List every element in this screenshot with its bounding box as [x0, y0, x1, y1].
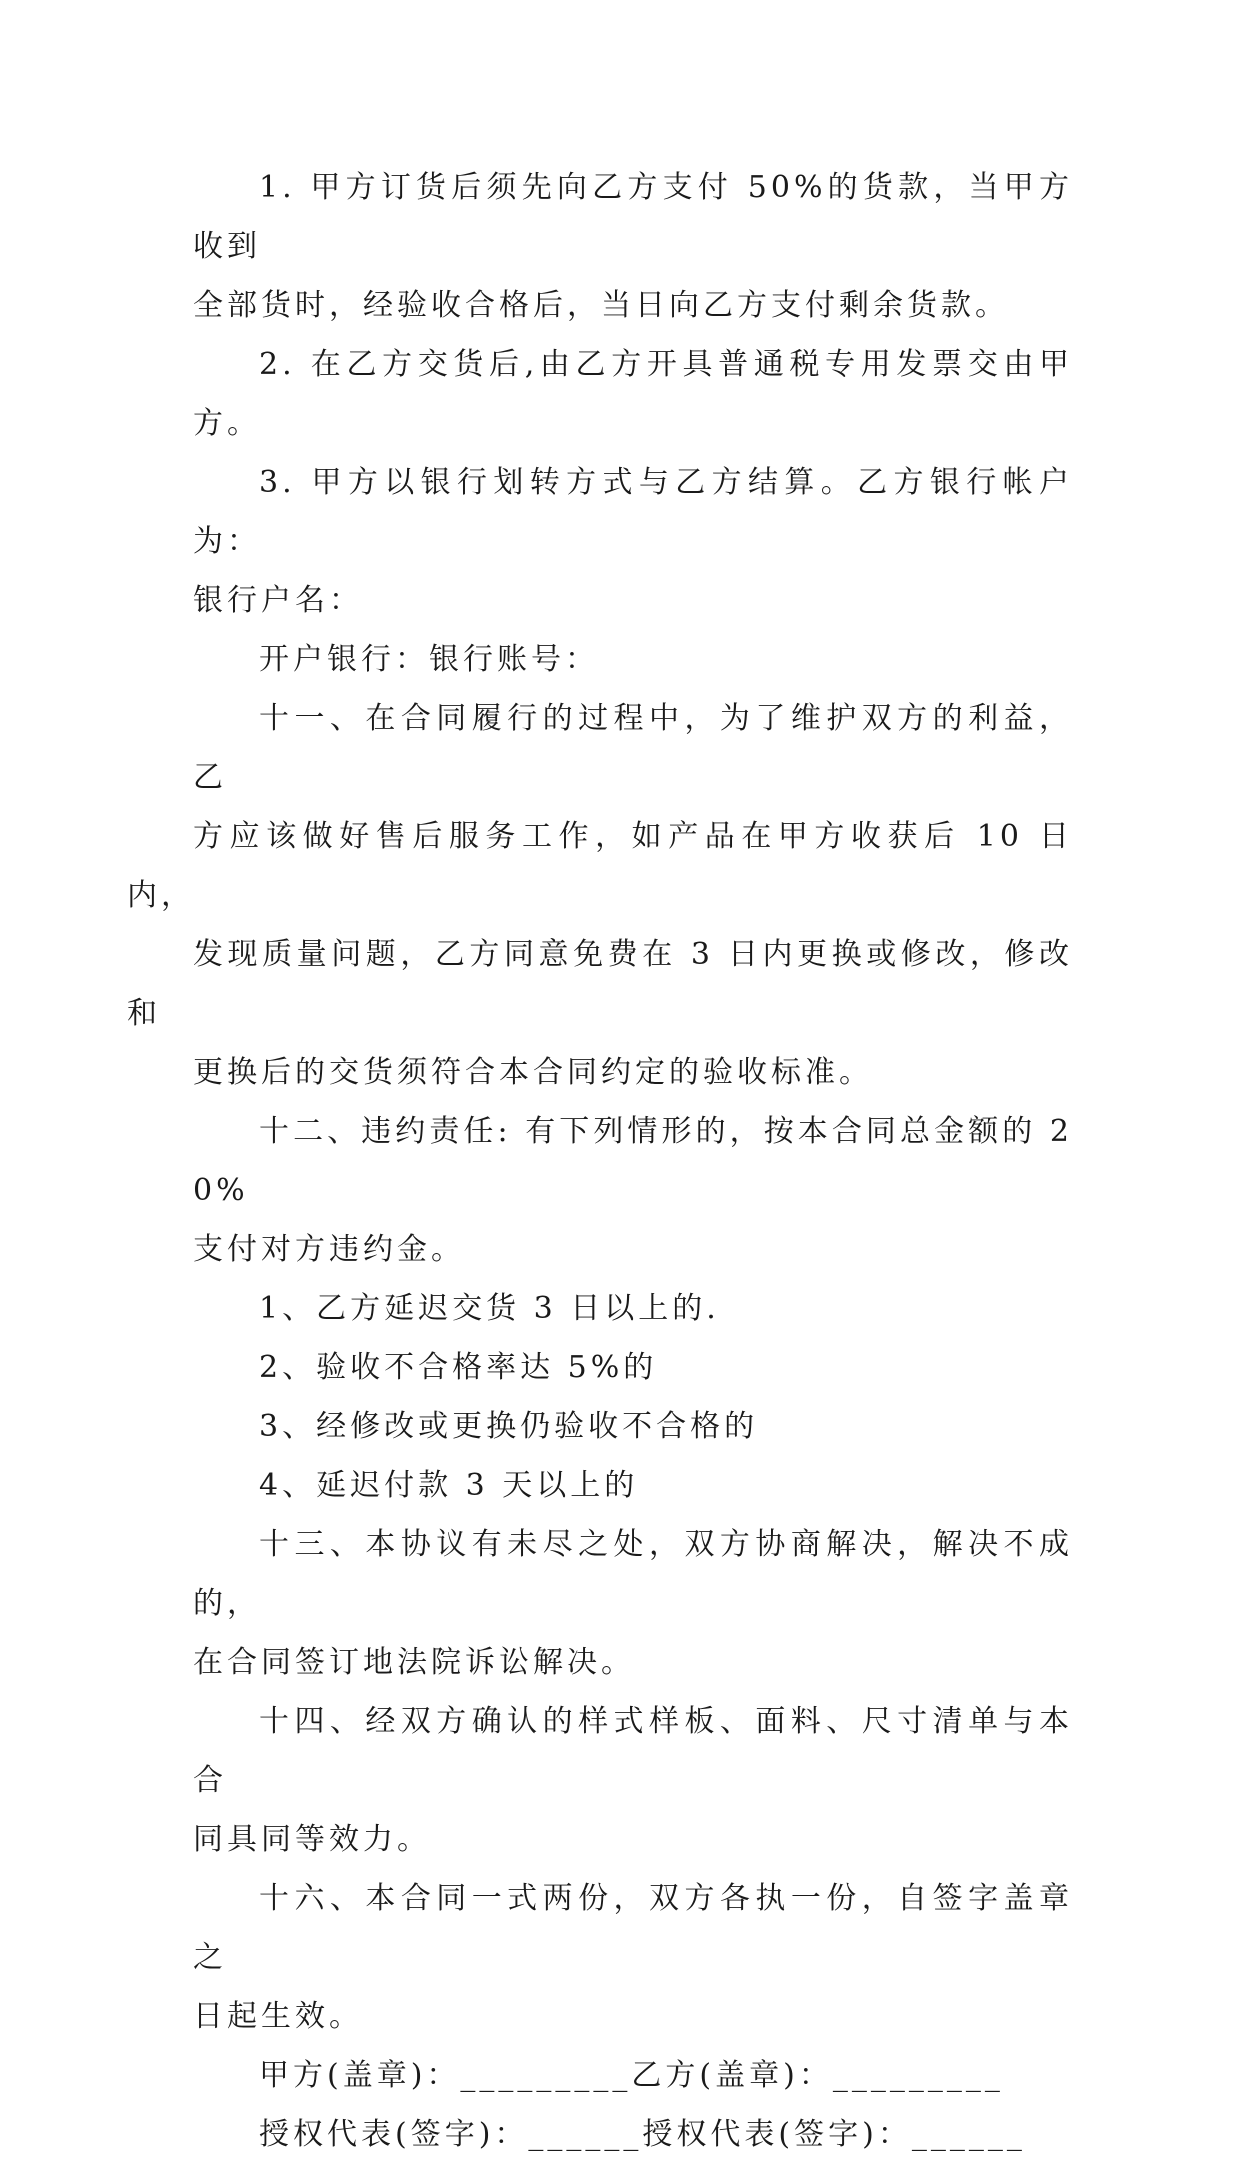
- text-line: 十二、违约责任: 有下列情形的，按本合同总金额的 20%: [193, 1114, 1073, 1208]
- text-line: 十一、在合同履行的过程中，为了维护双方的利益，乙: [193, 701, 1073, 795]
- text-line: 在合同签订地法院诉讼解决。: [193, 1645, 635, 1680]
- text-line: 1、乙方延迟交货 3 日以上的.: [259, 1291, 720, 1326]
- text-line: 十四、经双方确认的样式样板、面料、尺寸清单与本合: [193, 1704, 1073, 1798]
- text-line: 2. 在乙方交货后,由乙方开具普通税专用发票交由甲方。: [193, 347, 1073, 441]
- paragraph-bank-info: [193, 630, 1073, 689]
- text-line: 更换后的交货须符合本合同约定的验收标准。: [193, 1055, 873, 1090]
- text-line: 方应该做好售后服务工作，如产品在甲方收获后 10 日内，: [127, 819, 1073, 913]
- text-line: 全部货时，经验收合格后，当日向乙方支付剩余货款。: [193, 288, 1009, 323]
- signature-representative-line: 授权代表(签字)：______授权代表(签字)：______: [259, 2117, 1026, 2152]
- text-line: 发现质量问题，乙方同意免费在 3 日内更换或修改，修改和: [127, 937, 1073, 1031]
- text-line: 十六、本合同一式两份，双方各执一份，自签字盖章之: [193, 1881, 1073, 1975]
- signature-seal-line: 甲方(盖章)：_________乙方(盖章)：_________: [259, 2058, 1004, 2093]
- text-line: 开户银行：银行账号：: [259, 642, 599, 677]
- paragraph-clause-12: [193, 1102, 1073, 1279]
- paragraph-clause-13: [193, 1515, 1073, 1692]
- paragraph-payment-1: [193, 158, 1073, 335]
- paragraph-breach-4: [193, 1456, 1073, 1515]
- paragraph-breach-1: [193, 1279, 1073, 1338]
- paragraph-breach-2: [193, 1338, 1073, 1397]
- text-line: 银行户名：: [193, 583, 363, 618]
- text-line: 十三、本协议有未尽之处，双方协商解决，解决不成的，: [193, 1527, 1073, 1621]
- paragraph-payment-3: [193, 453, 1073, 630]
- paragraph-clause-16: [193, 1869, 1073, 2046]
- paragraph-clause-14: [193, 1692, 1073, 1869]
- document-body: [127, 158, 1073, 2164]
- paragraph-payment-2: [193, 335, 1073, 453]
- paragraph-breach-3: [193, 1397, 1073, 1456]
- text-line: 日起生效。: [193, 1999, 363, 2034]
- text-line: 4、延迟付款 3 天以上的: [259, 1468, 639, 1503]
- text-line: 3. 甲方以银行划转方式与乙方结算。乙方银行帐户为：: [193, 465, 1073, 559]
- text-line: 支付对方违约金。: [193, 1232, 465, 1267]
- text-line: 2、验收不合格率达 5%的: [259, 1350, 658, 1385]
- text-line: 1. 甲方订货后须先向乙方支付 50%的货款，当甲方收到: [193, 170, 1073, 264]
- text-line: 同具同等效力。: [193, 1822, 431, 1857]
- paragraph-clause-11: [127, 689, 1073, 1102]
- text-line: 3、经修改或更换仍验收不合格的: [259, 1409, 759, 1444]
